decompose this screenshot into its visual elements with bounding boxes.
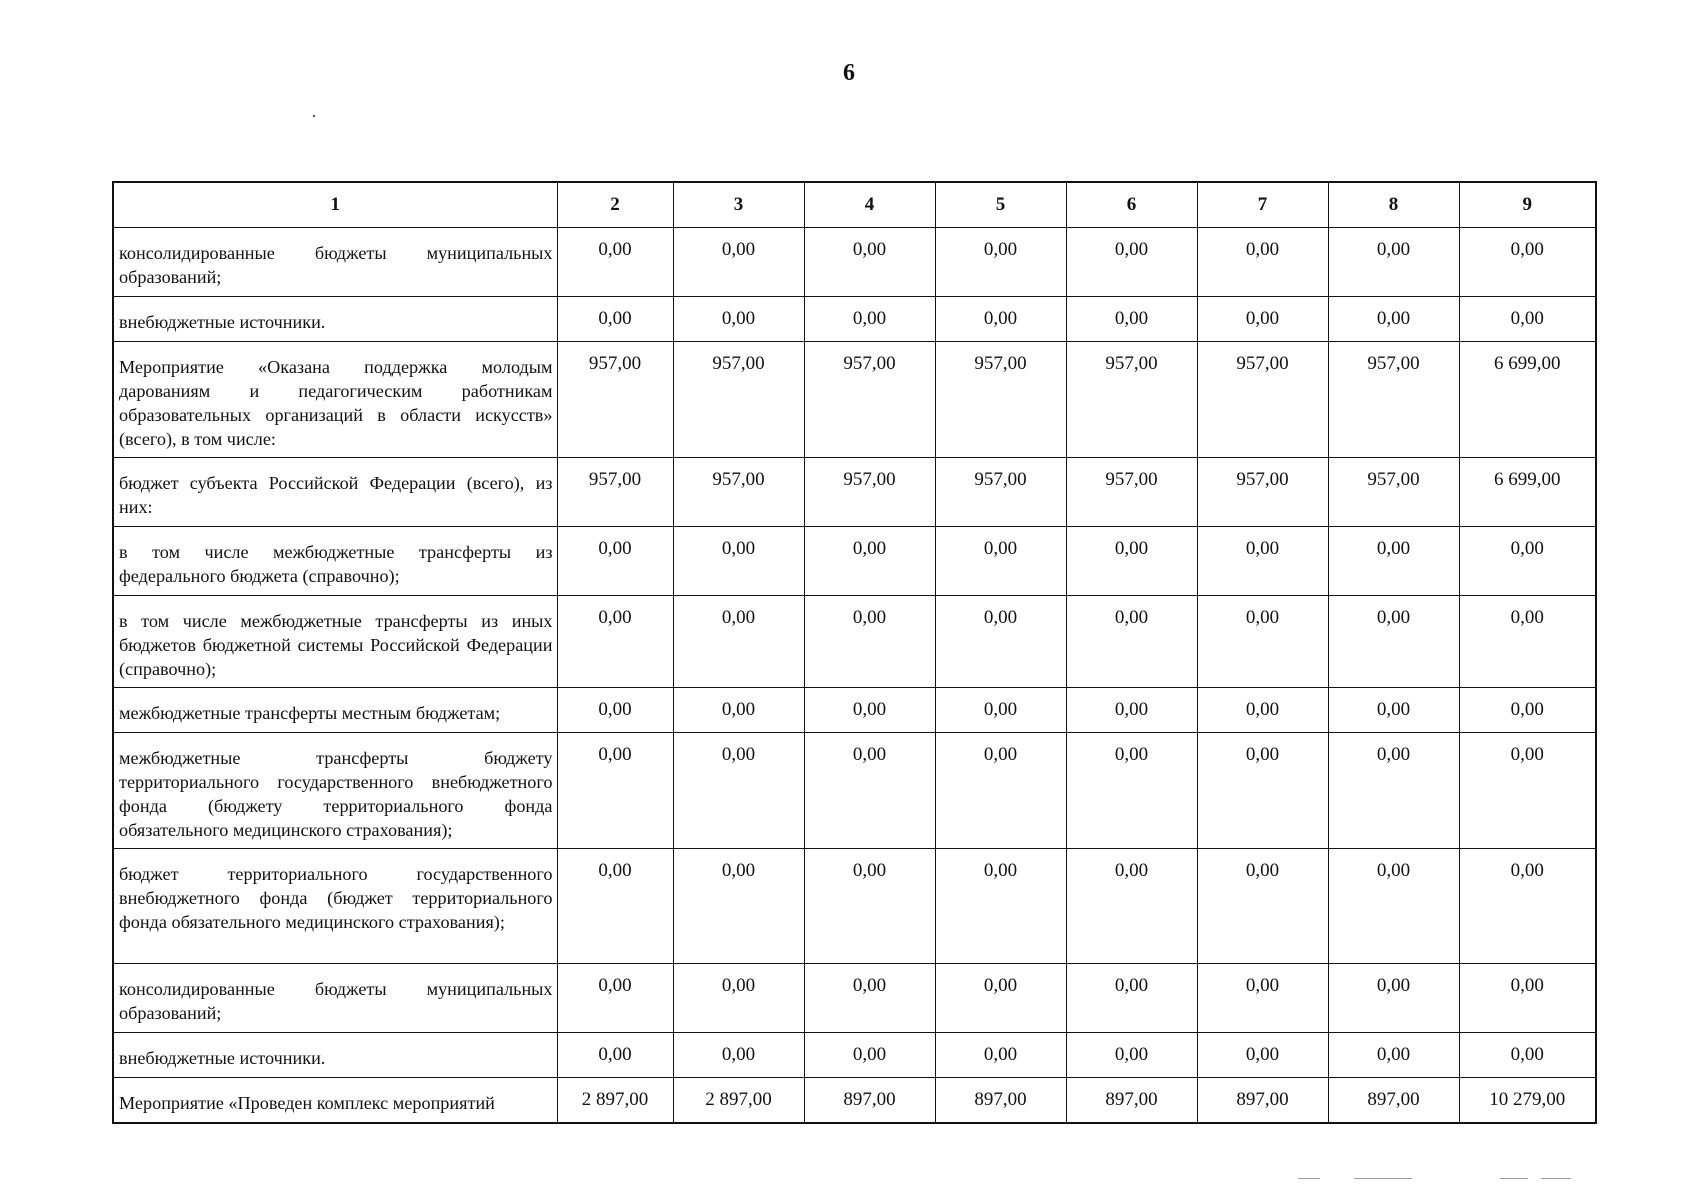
row-label: бюджет субъекта Российской Федерации (всего), из них: [113,458,557,527]
value-cell: 0,00 [557,849,673,964]
value-cell: 0,00 [1066,228,1197,297]
column-header: 3 [673,182,804,228]
value-cell: 0,00 [1197,1033,1328,1078]
value-cell: 0,00 [1328,733,1459,849]
value-cell: 0,00 [1066,527,1197,596]
scan-speck [313,115,315,117]
scan-mark [1541,1178,1571,1179]
value-cell: 0,00 [804,688,935,733]
column-header: 5 [935,182,1066,228]
value-cell: 0,00 [1328,1033,1459,1078]
value-cell: 6 699,00 [1459,342,1596,458]
value-cell: 0,00 [1066,688,1197,733]
value-cell: 2 897,00 [557,1078,673,1123]
value-cell: 0,00 [804,733,935,849]
row-label: консолидированные бюджеты муниципальных образований; [113,964,557,1033]
value-cell: 2 897,00 [673,1078,804,1123]
value-cell: 0,00 [1066,964,1197,1033]
value-cell: 0,00 [557,297,673,342]
table-body [113,228,1596,1123]
value-cell: 0,00 [673,596,804,688]
column-header: 9 [1459,182,1596,228]
value-cell: 957,00 [1328,342,1459,458]
value-cell: 0,00 [1066,733,1197,849]
value-cell: 957,00 [935,342,1066,458]
value-cell: 0,00 [935,596,1066,688]
value-cell: 897,00 [935,1078,1066,1123]
value-cell: 0,00 [1459,849,1596,964]
table-row [113,733,1596,849]
value-cell: 0,00 [1197,228,1328,297]
value-cell: 0,00 [557,228,673,297]
row-label: Мероприятие «Оказана поддержка молодым дарованиям и педагогическим работникам образовательных организаций в области искусств» (всего), в том числе: [113,342,557,458]
scan-mark [1500,1178,1528,1179]
value-cell: 0,00 [935,849,1066,964]
value-cell: 0,00 [1066,297,1197,342]
value-cell: 0,00 [804,1033,935,1078]
value-cell: 0,00 [1459,527,1596,596]
value-cell: 0,00 [1197,596,1328,688]
row-label: в том числе межбюджетные трансферты из иных бюджетов бюджетной системы Российской Федерации (справочно); [113,596,557,688]
value-cell: 0,00 [1066,1033,1197,1078]
table-row [113,458,1596,527]
value-cell: 0,00 [1197,688,1328,733]
table-row [113,849,1596,964]
value-cell: 0,00 [673,849,804,964]
value-cell: 0,00 [935,688,1066,733]
value-cell: 0,00 [1459,228,1596,297]
page-number: 6 [843,60,855,86]
value-cell: 897,00 [804,1078,935,1123]
table-row [113,1078,1596,1123]
value-cell: 0,00 [1197,297,1328,342]
row-label: Мероприятие «Проведен комплекс мероприятий [113,1078,557,1123]
value-cell: 957,00 [1197,342,1328,458]
value-cell: 0,00 [673,733,804,849]
value-cell: 957,00 [673,342,804,458]
value-cell: 0,00 [1066,849,1197,964]
value-cell: 0,00 [1459,596,1596,688]
value-cell: 957,00 [935,458,1066,527]
value-cell: 0,00 [935,1033,1066,1078]
row-label: межбюджетные трансферты бюджету территориального государственного внебюджетного фонда (бюджету территориального фонда обязательного медицинского страхования); [113,733,557,849]
value-cell: 0,00 [1197,527,1328,596]
value-cell: 0,00 [673,527,804,596]
value-cell: 0,00 [1197,964,1328,1033]
value-cell: 957,00 [673,458,804,527]
value-cell: 957,00 [1328,458,1459,527]
value-cell: 0,00 [935,964,1066,1033]
value-cell: 897,00 [1197,1078,1328,1123]
value-cell: 0,00 [1328,596,1459,688]
table-row [113,527,1596,596]
row-label: консолидированные бюджеты муниципальных образований; [113,228,557,297]
value-cell: 0,00 [673,297,804,342]
value-cell: 0,00 [1459,688,1596,733]
value-cell: 0,00 [1197,733,1328,849]
table-row [113,342,1596,458]
value-cell: 897,00 [1328,1078,1459,1123]
value-cell: 957,00 [1197,458,1328,527]
value-cell: 0,00 [1459,1033,1596,1078]
value-cell: 0,00 [1197,849,1328,964]
value-cell: 0,00 [557,688,673,733]
value-cell: 0,00 [935,297,1066,342]
value-cell: 0,00 [1459,733,1596,849]
value-cell: 0,00 [1328,964,1459,1033]
value-cell: 0,00 [557,964,673,1033]
value-cell: 0,00 [804,297,935,342]
table-row [113,228,1596,297]
value-cell: 0,00 [1328,297,1459,342]
column-header: 7 [1197,182,1328,228]
value-cell: 0,00 [1459,964,1596,1033]
value-cell: 957,00 [1066,342,1197,458]
column-header: 2 [557,182,673,228]
value-cell: 957,00 [804,458,935,527]
value-cell: 0,00 [557,733,673,849]
value-cell: 0,00 [1328,688,1459,733]
row-label: бюджет территориального государственного внебюджетного фонда (бюджет территориального фонда обязательного медицинского страхования); [113,849,557,964]
table-row [113,964,1596,1033]
row-label: межбюджетные трансферты местным бюджетам; [113,688,557,733]
table-row [113,688,1596,733]
value-cell: 0,00 [673,688,804,733]
value-cell: 0,00 [804,849,935,964]
value-cell: 0,00 [804,527,935,596]
value-cell: 0,00 [1459,297,1596,342]
column-header: 8 [1328,182,1459,228]
value-cell: 0,00 [1328,527,1459,596]
scan-mark [1298,1178,1320,1179]
value-cell: 10 279,00 [1459,1078,1596,1123]
value-cell: 0,00 [1066,596,1197,688]
value-cell: 6 699,00 [1459,458,1596,527]
value-cell: 0,00 [1328,228,1459,297]
value-cell: 0,00 [557,596,673,688]
column-header: 4 [804,182,935,228]
value-cell: 0,00 [1328,849,1459,964]
value-cell: 957,00 [1066,458,1197,527]
value-cell: 957,00 [804,342,935,458]
value-cell: 897,00 [1066,1078,1197,1123]
value-cell: 0,00 [804,596,935,688]
scan-mark [1354,1178,1412,1179]
value-cell: 0,00 [557,527,673,596]
value-cell: 0,00 [557,1033,673,1078]
header-row [113,182,1596,228]
row-label: в том числе межбюджетные трансферты из федерального бюджета (справочно); [113,527,557,596]
value-cell: 957,00 [557,342,673,458]
value-cell: 0,00 [804,228,935,297]
value-cell: 0,00 [673,964,804,1033]
value-cell: 0,00 [804,964,935,1033]
column-header: 6 [1066,182,1197,228]
value-cell: 0,00 [935,228,1066,297]
budget-table [112,181,1597,1124]
row-label: внебюджетные источники. [113,297,557,342]
table-row [113,297,1596,342]
value-cell: 0,00 [673,228,804,297]
value-cell: 0,00 [673,1033,804,1078]
table-row [113,596,1596,688]
value-cell: 957,00 [557,458,673,527]
table-row [113,1033,1596,1078]
row-label: внебюджетные источники. [113,1033,557,1078]
value-cell: 0,00 [935,527,1066,596]
value-cell: 0,00 [935,733,1066,849]
column-header: 1 [113,182,557,228]
